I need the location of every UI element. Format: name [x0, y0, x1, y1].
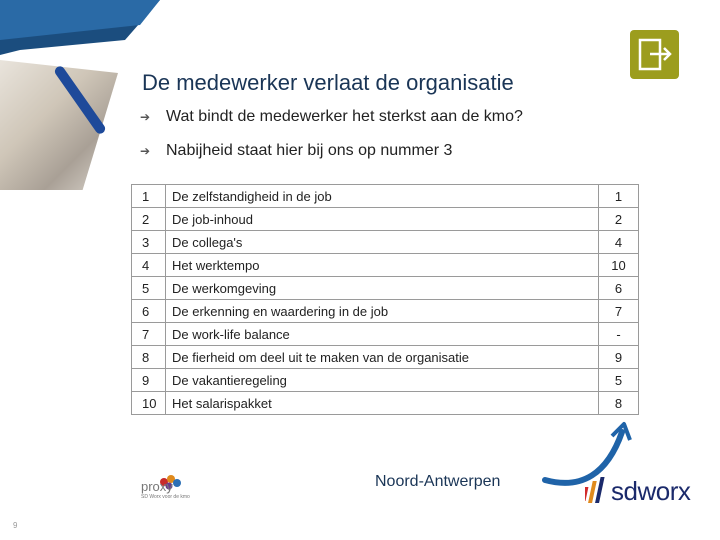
arrow-right-icon: ➔ [140, 144, 151, 158]
table-row [132, 277, 639, 300]
label-cell: De work-life balance [166, 323, 599, 346]
table-row [132, 300, 639, 323]
label-cell: De job-inhoud [166, 208, 599, 231]
label-cell: Het salarispakket [166, 392, 599, 415]
rank-cell: 3 [132, 231, 166, 254]
table-row [132, 392, 639, 415]
label-cell: De collega's [166, 231, 599, 254]
bullet-item [140, 108, 523, 126]
value-cell: - [599, 323, 639, 346]
proxy-tagline: SD Worx voor de kmo [141, 494, 190, 500]
table-row [132, 208, 639, 231]
label-cell: De erkenning en waardering in de job [166, 300, 599, 323]
value-cell: 4 [599, 231, 639, 254]
label-cell: De zelfstandigheid in de job [166, 185, 599, 208]
exit-door-icon [630, 30, 679, 79]
sdworx-logo-text: sdworx [611, 476, 691, 506]
value-cell: 7 [599, 300, 639, 323]
rank-cell: 2 [132, 208, 166, 231]
page-number: 9 [13, 521, 18, 530]
proxy-name: proxy [141, 479, 173, 494]
rank-cell: 8 [132, 346, 166, 369]
table-row [132, 185, 639, 208]
label-cell: De fierheid om deel uit te maken van de organisatie [166, 346, 599, 369]
rank-cell: 7 [132, 323, 166, 346]
table-row [132, 231, 639, 254]
arrow-right-icon: ➔ [140, 110, 151, 124]
table-row [132, 323, 639, 346]
rank-cell: 5 [132, 277, 166, 300]
bullet-item [140, 142, 452, 160]
slide-title: De medewerker verlaat de organisatie [142, 70, 514, 95]
table-row [132, 254, 639, 277]
rank-cell: 10 [132, 392, 166, 415]
value-cell: 5 [599, 369, 639, 392]
ranking-table [131, 184, 639, 415]
region-label: Noord-Antwerpen [375, 473, 501, 490]
value-cell: 6 [599, 277, 639, 300]
rank-cell: 6 [132, 300, 166, 323]
value-cell: 9 [599, 346, 639, 369]
value-cell: 1 [599, 185, 639, 208]
label-cell: De werkomgeving [166, 277, 599, 300]
value-cell: 2 [599, 208, 639, 231]
value-cell: 8 [599, 392, 639, 415]
table-row [132, 369, 639, 392]
label-cell: Het werktempo [166, 254, 599, 277]
rank-cell: 1 [132, 185, 166, 208]
value-cell: 10 [599, 254, 639, 277]
table-row [132, 346, 639, 369]
rank-cell: 4 [132, 254, 166, 277]
bullet-text: Nabijheid staat hier bij ons op nummer 3 [166, 142, 453, 159]
sdworx-mark-icon [585, 475, 611, 505]
label-cell: De vakantieregeling [166, 369, 599, 392]
bullet-text: Wat bindt de medewerker het sterkst aan de kmo? [166, 108, 523, 125]
rank-cell: 9 [132, 369, 166, 392]
